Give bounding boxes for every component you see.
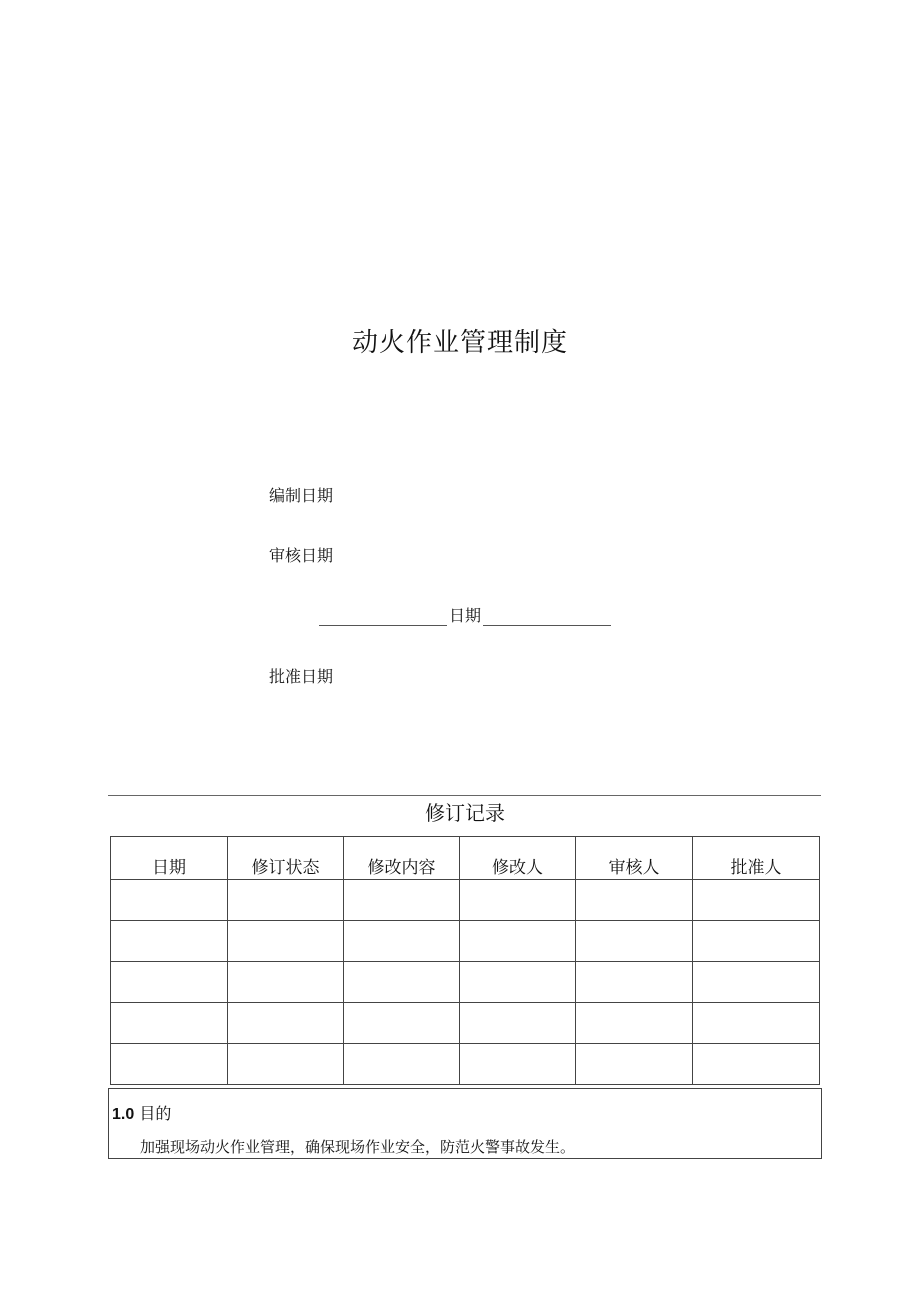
table-cell (576, 1003, 693, 1044)
table-cell (111, 1003, 228, 1044)
table-row (111, 962, 820, 1003)
approve-date-label: 批准日期 (269, 667, 334, 686)
section-heading-text: 目的 (139, 1104, 172, 1123)
table-cell (693, 962, 820, 1003)
section-number: 1.0 (112, 1106, 135, 1123)
table-cell (228, 962, 344, 1003)
middle-date-label: 日期 (449, 606, 482, 625)
table-cell (460, 921, 576, 962)
table-cell (344, 962, 460, 1003)
revision-record-title: 修订记录 (425, 801, 505, 825)
table-cell (344, 880, 460, 921)
table-cell (460, 1003, 576, 1044)
table-cell (344, 1003, 460, 1044)
table-cell (228, 1044, 344, 1085)
table-cell (693, 1044, 820, 1085)
purpose-section (108, 1088, 822, 1159)
compile-date-label: 编制日期 (269, 486, 334, 505)
table-header-row (111, 837, 820, 880)
table-cell (228, 921, 344, 962)
table-row (111, 921, 820, 962)
review-date-label: 审核日期 (269, 546, 334, 565)
table-row (111, 880, 820, 921)
table-cell (111, 1044, 228, 1085)
table-row (111, 1044, 820, 1085)
purpose-heading (112, 1101, 171, 1124)
table-cell (111, 880, 228, 921)
header-approver: 批准人 (693, 837, 820, 880)
table-cell (460, 1044, 576, 1085)
document-title: 动火作业管理制度 (351, 328, 568, 358)
table-cell (460, 880, 576, 921)
table-cell (228, 880, 344, 921)
signature-blank-left (319, 609, 447, 626)
header-reviewer: 审核人 (576, 837, 693, 880)
table-cell (460, 962, 576, 1003)
signature-blank-right (483, 609, 611, 626)
header-modifier: 修改人 (460, 837, 576, 880)
revision-table (110, 836, 820, 1085)
table-cell (111, 921, 228, 962)
table-cell (693, 880, 820, 921)
table-cell (693, 1003, 820, 1044)
table-row (111, 1003, 820, 1044)
purpose-body-text: 加强现场动火作业管理，确保现场作业安全，防范火警事故发生。 (140, 1138, 576, 1156)
table-cell (576, 880, 693, 921)
table-cell (576, 962, 693, 1003)
table-cell (228, 1003, 344, 1044)
table-cell (344, 921, 460, 962)
table-cell (344, 1044, 460, 1085)
table-cell (576, 921, 693, 962)
table-cell (693, 921, 820, 962)
table-cell (576, 1044, 693, 1085)
header-date: 日期 (111, 837, 228, 880)
date-signature-line (319, 603, 611, 626)
header-revision-status: 修订状态 (228, 837, 344, 880)
header-modification-content: 修改内容 (344, 837, 460, 880)
horizontal-divider (108, 795, 821, 796)
table-cell (111, 962, 228, 1003)
